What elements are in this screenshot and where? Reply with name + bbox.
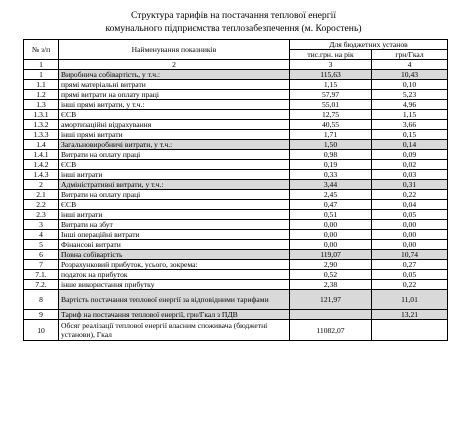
- row-value-thousand-uah: [290, 310, 372, 320]
- row-indicator-name: Повна собівартість: [59, 250, 290, 260]
- table-row: [24, 70, 448, 80]
- table-row: [24, 140, 448, 150]
- table-row: [24, 100, 448, 110]
- title-line-2: комунального підприємства теплозабезпечення (м. Коростень): [105, 23, 362, 34]
- row-value-thousand-uah: 0,98: [290, 150, 372, 160]
- row-indicator-name: ЄСВ: [59, 160, 290, 170]
- row-value-uah-per-gcal: 0,05: [372, 210, 448, 220]
- table-row: [24, 230, 448, 240]
- table-row: [24, 110, 448, 120]
- table-row: [24, 180, 448, 190]
- row-indicator-name: Адміністративні витрати, у т.ч.:: [59, 180, 290, 190]
- index-cell: 4: [372, 60, 448, 70]
- table-row: [24, 290, 448, 310]
- row-value-uah-per-gcal: 5,23: [372, 90, 448, 100]
- row-value-thousand-uah: 0,19: [290, 160, 372, 170]
- row-number: 1.3.3: [24, 130, 59, 140]
- table-row: [24, 90, 448, 100]
- row-number: 1.1: [24, 80, 59, 90]
- row-number: 4: [24, 230, 59, 240]
- row-value-thousand-uah: 57,97: [290, 90, 372, 100]
- column-index-row: [24, 60, 448, 70]
- row-value-thousand-uah: 119,07: [290, 250, 372, 260]
- row-indicator-name: Обсяг реалізації теплової енергії власним споживача (бюджетні установи), Гкал: [59, 320, 290, 341]
- row-value-uah-per-gcal: 0,03: [372, 170, 448, 180]
- row-indicator-name: прямі матеріальні витрати: [59, 80, 290, 90]
- row-value-thousand-uah: 3,44: [290, 180, 372, 190]
- row-indicator-name: ЄСВ: [59, 110, 290, 120]
- row-value-thousand-uah: 0,00: [290, 230, 372, 240]
- row-number: 1.2: [24, 90, 59, 100]
- table-row: [24, 240, 448, 250]
- row-number: 1.4.3: [24, 170, 59, 180]
- row-value-uah-per-gcal: 0,14: [372, 140, 448, 150]
- table-row: [24, 190, 448, 200]
- header-num: № з/п: [24, 40, 59, 60]
- row-number: 2: [24, 180, 59, 190]
- row-value-uah-per-gcal: 10,74: [372, 250, 448, 260]
- index-cell: 3: [290, 60, 372, 70]
- table-row: [24, 120, 448, 130]
- row-indicator-name: інші витрати: [59, 210, 290, 220]
- row-value-uah-per-gcal: 0,09: [372, 150, 448, 160]
- table-row: [24, 130, 448, 140]
- row-value-uah-per-gcal: 3,66: [372, 120, 448, 130]
- table-row: [24, 80, 448, 90]
- row-value-thousand-uah: 11082,07: [290, 320, 372, 341]
- row-indicator-name: інші прямі витрати: [59, 130, 290, 140]
- row-value-uah-per-gcal: 0,22: [372, 190, 448, 200]
- row-value-thousand-uah: 40,55: [290, 120, 372, 130]
- row-indicator-name: Інші операційні витрати: [59, 230, 290, 240]
- row-value-uah-per-gcal: 0,27: [372, 260, 448, 270]
- row-value-uah-per-gcal: 0,00: [372, 230, 448, 240]
- table-row: [24, 150, 448, 160]
- row-number: 7.2.: [24, 280, 59, 290]
- row-indicator-name: Вартість постачання теплової енергії за відповідними тарифами: [59, 290, 290, 310]
- row-indicator-name: Витрати на збут: [59, 220, 290, 230]
- row-value-thousand-uah: 1,15: [290, 80, 372, 90]
- row-value-uah-per-gcal: 10,43: [372, 70, 448, 80]
- row-value-thousand-uah: 121,97: [290, 290, 372, 310]
- row-number: 6: [24, 250, 59, 260]
- row-indicator-name: Витрати на оплату праці: [59, 190, 290, 200]
- row-value-thousand-uah: 1,71: [290, 130, 372, 140]
- row-value-thousand-uah: 12,75: [290, 110, 372, 120]
- table-row: [24, 320, 448, 341]
- row-number: 1.3.1: [24, 110, 59, 120]
- row-indicator-name: Загальновиробничі витрати, у т.ч.:: [59, 140, 290, 150]
- row-indicator-name: інші витрати: [59, 170, 290, 180]
- row-value-thousand-uah: 2,38: [290, 280, 372, 290]
- tariff-structure-table: [23, 39, 448, 341]
- row-value-uah-per-gcal: 4,96: [372, 100, 448, 110]
- header-name: Найменування показників: [59, 40, 290, 60]
- row-value-uah-per-gcal: 0,02: [372, 160, 448, 170]
- table-row: [24, 160, 448, 170]
- row-value-thousand-uah: 0,00: [290, 240, 372, 250]
- row-value-thousand-uah: 0,00: [290, 220, 372, 230]
- row-value-thousand-uah: 55,01: [290, 100, 372, 110]
- row-value-thousand-uah: 0,51: [290, 210, 372, 220]
- document-title: [0, 9, 467, 35]
- row-indicator-name: Тариф на постачання теплової енергії, грн/Гкал з ПДВ: [59, 310, 290, 320]
- row-value-uah-per-gcal: 0,10: [372, 80, 448, 90]
- index-cell: 2: [59, 60, 290, 70]
- table-row: [24, 280, 448, 290]
- row-number: 1.4.2: [24, 160, 59, 170]
- row-value-thousand-uah: 1,50: [290, 140, 372, 150]
- index-cell: 1: [24, 60, 59, 70]
- row-number: 7.1.: [24, 270, 59, 280]
- row-indicator-name: Виробнича собівартість, у т.ч.:: [59, 70, 290, 80]
- row-number: 2.3: [24, 210, 59, 220]
- row-value-uah-per-gcal: 1,15: [372, 110, 448, 120]
- table-row: [24, 220, 448, 230]
- row-value-thousand-uah: 0,47: [290, 200, 372, 210]
- row-value-thousand-uah: 0,33: [290, 170, 372, 180]
- row-indicator-name: прямі витрати на оплату праці: [59, 90, 290, 100]
- row-number: 2.1: [24, 190, 59, 200]
- row-value-thousand-uah: 2,45: [290, 190, 372, 200]
- row-value-thousand-uah: 2,90: [290, 260, 372, 270]
- table-row: [24, 250, 448, 260]
- row-number: 9: [24, 310, 59, 320]
- row-indicator-name: ЄСВ: [59, 200, 290, 210]
- table-row: [24, 310, 448, 320]
- row-value-uah-per-gcal: 0,00: [372, 220, 448, 230]
- row-value-uah-per-gcal: 0,22: [372, 280, 448, 290]
- row-value-thousand-uah: 0,52: [290, 270, 372, 280]
- row-value-uah-per-gcal: 0,05: [372, 270, 448, 280]
- header-unit-thousand-uah: тис.грн. на рік: [290, 50, 372, 60]
- row-indicator-name: інші прямі витрати, у т.ч.:: [59, 100, 290, 110]
- row-number: 2.2: [24, 200, 59, 210]
- row-value-thousand-uah: 115,63: [290, 70, 372, 80]
- row-number: 8: [24, 290, 59, 310]
- header-unit-uah-per-gcal: грн/Гкал: [372, 50, 448, 60]
- row-value-uah-per-gcal: 0,15: [372, 130, 448, 140]
- table-row: [24, 200, 448, 210]
- row-indicator-name: Розрахунковий прибуток, усього, зокрема:: [59, 260, 290, 270]
- row-number: 1.3: [24, 100, 59, 110]
- row-value-uah-per-gcal: 13,21: [372, 310, 448, 320]
- row-number: 1.4.1: [24, 150, 59, 160]
- row-number: 7: [24, 260, 59, 270]
- table-row: [24, 210, 448, 220]
- row-number: 1.4: [24, 140, 59, 150]
- row-indicator-name: Фінансові витрати: [59, 240, 290, 250]
- row-value-uah-per-gcal: 0,04: [372, 200, 448, 210]
- table-row: [24, 260, 448, 270]
- table-row: [24, 270, 448, 280]
- row-indicator-name: інше використання прибутку: [59, 280, 290, 290]
- row-number: 10: [24, 320, 59, 341]
- row-number: 1: [24, 70, 59, 80]
- row-value-uah-per-gcal: 0,31: [372, 180, 448, 190]
- header-group: Для бюджетних установ: [290, 40, 448, 50]
- row-indicator-name: податок на прибуток: [59, 270, 290, 280]
- row-value-uah-per-gcal: 0,00: [372, 240, 448, 250]
- row-indicator-name: Витрати на оплату праці: [59, 150, 290, 160]
- row-indicator-name: амортизаційні відрахування: [59, 120, 290, 130]
- row-number: 5: [24, 240, 59, 250]
- row-value-uah-per-gcal: 11,01: [372, 290, 448, 310]
- table-row: [24, 170, 448, 180]
- title-line-1: Структура тарифів на постачання теплової енергії: [131, 10, 336, 21]
- row-number: 3: [24, 220, 59, 230]
- row-number: 1.3.2: [24, 120, 59, 130]
- row-value-uah-per-gcal: [372, 320, 448, 341]
